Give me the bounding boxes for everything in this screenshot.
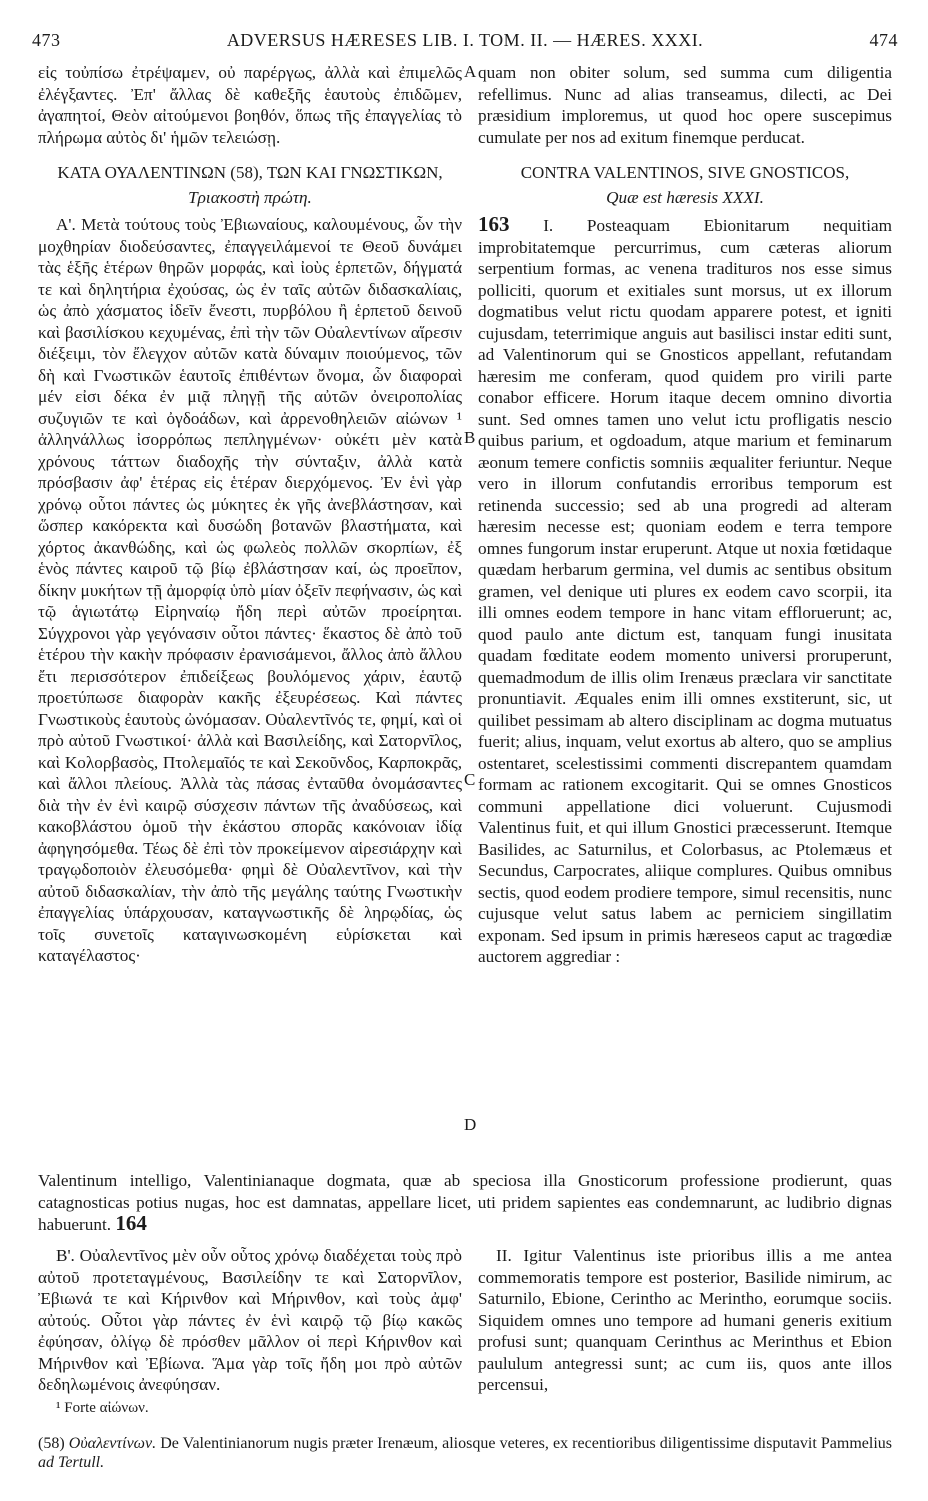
latin-intro: quam non obiter solum, sed summa cum diligentia refellimus. Nunc ad alias transeamus, dilecti, ac Dei præsidium imploremus, ut quod hoc opere suscepimus cumulate per nos ad exitum finemque perducat. <box>478 63 892 147</box>
latin-para-text: I. Posteaquam Ebionitarum nequitiam improbitatemque percurrimus, cum cæteras aliorum serpentium formas, ac venena tradituros nos esse simus polliciti, quorum et exitiales sunt morsus, ut ex illorum dogmatibus velut rictu quodam apparere potest, et igniti cujusdam, teterrimique anguis aut basilisci instar editi sunt, ad Valentinorum qui se Gnosticos appellant, refutandam hæresim me conferam, quod quidem pro virili parte conabor efficere. Horum itaque decem omnino divortia sunt. Sed omnes tamen uno velut ictu profligatis nescio quibus parium, et ogdoadum, atque marium et feminarum æonum temere confictis somniis æqualiter feriuntur. Neque vero in illorum confutandis erroribus temporum est retinenda successio; sed ab una progredi ad alteram hæresim necesse est; quoniam eodem e terra tempore omnes fungorum instar eruperunt. Atque ut noxia fœtidaque quædam herbarum germina, vel dumis ac sentibus obsitum gramen, vel denique uti plures ex eodem cavo scorpii, ita illi omnes eodem tempore in hanc vitam effloruerunt; ac, quod paulo ante dictum est, tanquam fungi inusitata quadam fœditate eodem momento universi proruperunt, quemadmodum de illis olim Irenæus præclara vir sanctitate pronuntiavit. Æquales enim illi omnes exstiterunt, sic, ut quilibet pessimam ab altero disciplinam ac dogma mutuatus fuerit; alius, inquam, velut exortus ab altero, quo se amplius ostentaret, scelestissimi commenti discrepantem quamdam formam ac rationem excogitarit. Qui se omnes Gnosticos communi appellatione dici voluerunt. Cujusmodi Valentinus fuit, et qui illum Gnostici præcesserunt. Itemque Basilides, ac Saturnilus, et Colorbasus, ac Ptolemæus et Secundus, Carpocrates, aliique complures. Quibus omnibus sectis, quod eodem prodiere tempore, simul recensitis, nunc cujusque velut satus labem ac perniciem singillatim exponam. Sed ipsum in primis hæreseos caput ac tragœdiæ auctorem aggrediar : <box>478 216 893 966</box>
greek-paragraph-b <box>38 1245 462 1396</box>
margin-letter-b: B <box>464 428 476 447</box>
page-number-right: 474 <box>869 30 898 50</box>
greek-paragraph-a <box>38 214 462 967</box>
latin-section-subtitle: Quæ est hæresis XXXI. <box>606 187 764 207</box>
latin-section-title: CONTRA VALENTINOS, SIVE GNOSTICOS, <box>520 163 850 182</box>
greek-column-lower <box>38 1245 462 1419</box>
greek-intro: εἰς τοὐπίσω ἐτρέψαμεν, οὐ παρέργως, ἀλλὰ καὶ ἐπιμελῶς ἐλέγξαντες. Ἐπ' ἄλλας δὲ καθεξῆς ἑαυτοὺς ἐπιδῶμεν, ἀγαπητοί, Θεὸν αἰτούμενοι βοηθόν, ὅπως τῆς ἐπαγγελίας τὸ πλήρωμα αὐτὸς δι' ἡμῶν τελειώσῃ. <box>38 63 462 147</box>
greek-para-b-text: Οὐαλεντῖνος μὲν οὖν οὗτος χρόνῳ διαδέχεται τοὺς πρὸ αὐτοῦ προτεταγμένους, Βασιλείδην τε καὶ Σατορνῖλον, Ἐβιωνά τε καὶ Κήρινθον καὶ Μήρινθον, καὶ τοὺς ἀμφ' αὐτούς. Οὗτοι γὰρ πάντες ἐν ἑνὶ καιρῷ τῷ βίῳ κακῶς ἐφύησαν, ὀλίγῳ δὲ πρόσθεν μᾶλλον οἱ περὶ Κήρινθον καὶ Μήρινθον καὶ Ἐβίωνα. Ἅμα γὰρ τοῖς ἤδη μοι πρὸ αὐτῶν δεδηλωμένοις ἀνεφύησαν. <box>38 1246 462 1394</box>
greek-section-subtitle: Τριακοστὴ πρώτη. <box>188 187 312 207</box>
page-header <box>32 30 898 56</box>
greek-section-title: ΚΑΤΑ ΟΥΑΛΕΝΤΙΝΩΝ (58), ΤΩΝ ΚΑΙ ΓΝΩΣΤΙΚΩΝ, <box>57 163 443 182</box>
latin-column <box>478 62 892 968</box>
greek-para-b-label: Β'. <box>56 1246 75 1265</box>
margin-letter-a: A <box>464 62 477 81</box>
footnote-word: Οὐαλεντίνων. <box>68 1435 157 1452</box>
running-title: ADVERSUS HÆRESES LIB. I. TOM. II. — HÆRES. XXXI. <box>226 30 704 50</box>
footnote-text: De Valentinianorum nugis præter Irenæum, aliosque veteres, ex recentioribus diligentissime disputavit Pammelius <box>160 1435 893 1452</box>
greek-para-label: Α'. <box>56 215 76 234</box>
column-number-2: 164 <box>115 1211 147 1235</box>
greek-footnote: ¹ Forte αἰώνων. <box>56 1399 149 1416</box>
greek-column <box>38 62 462 967</box>
greek-para-text: Μετὰ τούτους τοὺς Ἐβιωναίους, καλουμένους, ὧν τὴν μοχθηρίαν διοδεύσαντες, ἐπαγγειλάμενοί τε Θεοῦ δυνάμει τὰς ἑξῆς ἑτέρων θηρῶν μορφάς, καὶ ἰοὺς ἑρπετῶν, δήγματά τε καὶ δηλητήρια ἐχούσας, ὡς ἐν ταῖς αὐτῶν διδασκαλίαις, ὡς ἀπὸ χάσματος ἰδεῖν ἔνεστι, πυρβόλου ἢ ἑρπετοῦ δεινοῦ καὶ βασιλίσκου κεχυμένας, ἐπὶ τὴν τῶν Οὐαλεντίνων αἵρεσιν διέξειμι, τὸν ἔλεγχον αὐτῶν κατὰ δύναμιν ποιούμενος, τῶν δὴ καὶ Γνωστικῶν ἑαυτοῖς ἐπιθέντων ὄνομα, ὧν διαφοραὶ μέν εἰσι δέκα ἐν μιᾷ πληγῇ τῆς αὐτῶν ὀνειροπολίας συζυγιῶν τε καὶ ὀγδοάδων, καὶ ἀρρενοθηλειῶν αἰώνων ¹ ἀλληνάλλως ἰσορρόπως πεπληγμένων· οὐκέτι μὲν κατὰ χρόνους τάττων διαδοχῆς τὴν σύνταξιν, ἀλλὰ κατὰ πρόσβασιν ἀφ' ἑτέρας εἰς ἑτέραν διερχόμενος. Ἐν ἑνὶ γὰρ χρόνῳ οὗτοι πάντες ὡς μύκητες ἐκ γῆς ἀνεβλάστησαν, καὶ ὥσπερ κακόρεκτα καὶ δυσώδη βοτανῶν βλαστήματα, καὶ χόρτος ἀκανθώδης, καὶ ὡς φωλεὸς πολλῶν σκορπίων, ἐξ ἑνὸς πάντες καιροῦ τῷ βίῳ ἐβλάστησαν καί, ὡς προεῖπον, δίκην μυκήτων τῇ ἀμορφίᾳ ὑπὸ μίαν ὀξεῖν πεφήνασιν, ὡς καὶ τῷ ἁγιωτάτῳ Εἰρηναίῳ ἤδη περὶ αὐτῶν προείρηται. Σύγχρονοι γὰρ γεγόνασιν οὗτοι πάντες· ἕκαστος δὲ ἀπὸ τοῦ ἑτέρου τὴν κακὴν πρόφασιν ἐρανισάμενοι, ἄλλος ἀπὸ ἄλλου ἔτι περισσότερον ἐπιδείξεως βουλόμενος χάριν, ἑαυτῷ προετύπωσε διαφορὰν κακῆς ἐξευρέσεως. Καὶ πάντες Γνωστικοὺς ἑαυτοὺς ὠνόμασαν. Οὐαλεντῖνός τε, φημί, καὶ οἱ πρὸ αὐτοῦ Γνωστικοί· ἀλλὰ καὶ Βασιλείδης, καὶ Σατορνῖλος, καὶ Κολορβασὸς, Πτολεμαῖός τε καὶ Σεκοῦνδος, Καρποκρᾶς, καὶ ἄλλοι πλείους. Ἀλλὰ τὰς πάσας ἐνταῦθα ὀνομάσαντες διὰ τὴν ἐν ἑνὶ καιρῷ σύσχεσιν πάντων τῆς ἀναδύσεως, καὶ κακοβλάστου ὁμοῦ τὴν ἑκάστου σπορᾶς κακόνοιαν ἰδίᾳ ἀφηγησόμεθα. Τέως δὲ ἐπὶ τὸν προκείμενον αἱρεσιάρχην καὶ τραγῳδοποιὸν ἐλευσόμεθα· φημὶ δὲ Οὐαλεντῖνον, καὶ τὴν αὐτοῦ διδασκαλίαν, τὴν ἀπὸ τῆς μεγάλης ταύτης Γνωστικὴν ἐπαγγελίας ὑπάρχουσαν, καταγνωστικῆς δὲ ληρῳδίας, ὡς τοῖς συνετοῖς καταγινωσκομένη εὑρίσκεται καὶ καταγέλαστος· <box>38 215 462 965</box>
bridge-paragraph <box>38 1170 892 1236</box>
margin-letter-c: C <box>464 770 476 789</box>
bridge-text: Valentinum intelligo, Valentinianaque dogmata, quæ ab speciosa illa Gnosticorum professione prodierunt, quas catagnosticas potius nugas, hoc est damnatas, appellare licet, uti pridem sapientes eas condemnarunt, ac ludibrio dignas habuerunt. <box>38 1171 892 1234</box>
latin-column-lower <box>478 1245 892 1396</box>
footnote-ref: ad Tertull. <box>38 1454 105 1471</box>
latin-paragraph-1 <box>478 214 892 968</box>
footnote-label: (58) <box>38 1435 65 1452</box>
column-number: 163 <box>478 212 510 236</box>
margin-letter-d: D <box>464 1115 477 1134</box>
page-number-left: 473 <box>32 30 61 50</box>
footnote-58 <box>38 1434 892 1472</box>
latin-paragraph-2: II. Igitur Valentinus iste prioribus illis a me antea commemoratis tempore est posterior, Basilide nimirum, ac Saturnilo, Ebione, Cerintho ac Merintho, eorumque sociis. Siquidem omnes uno tempore ad humani generis exitium profusi sunt; quanquam Cerinthus ac Merinthus et Ebion paululum antegressi sunt; ac cum iis, quos ante illos percensui, <box>478 1246 892 1394</box>
